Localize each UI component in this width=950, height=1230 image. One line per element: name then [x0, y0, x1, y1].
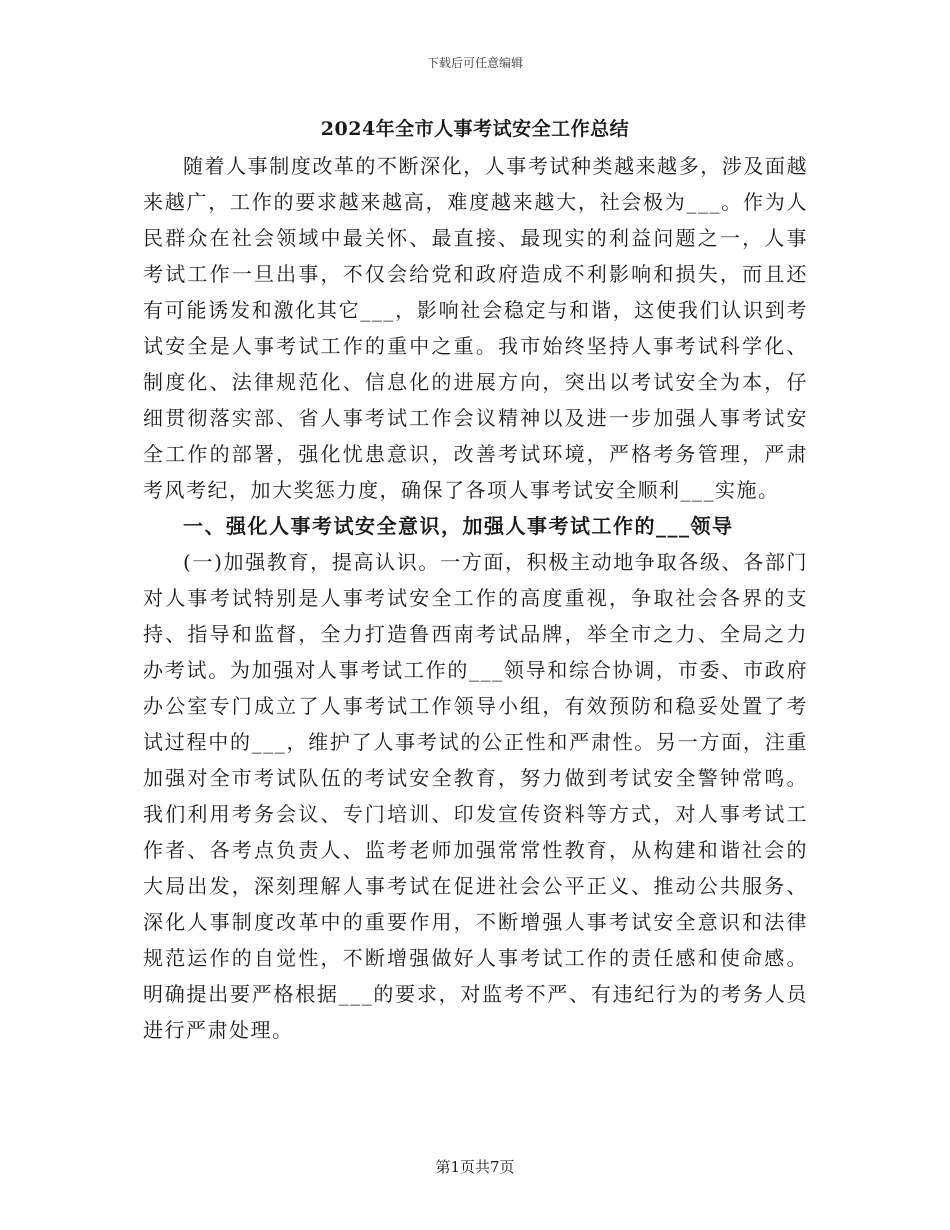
header-note: 下载后可任意编辑 — [426, 56, 523, 70]
section-heading: 一、强化人事考试安全意识，加强人事考试工作的___领导 — [183, 514, 734, 538]
intro-paragraph: 随着人事制度改革的不断深化，人事考试种类越来越多，涉及面越来越广，工作的要求越来越高，难度越来越大，社会极为___。作为人民群众在社会领域中最关怀、最直接、最现实的利益问题之一，人事考试工作一旦出事，不仅会给党和政府造成不利影响和损失，而且还有可能诱发和激化其它___，影响社会稳定与和谐，这使我们认识到考试安全是人事考试工作的重中之重。我市始终坚持人事考试科学化、制度化、法律规范化、信息化的进展方向，突出以考试安全为本，仔细贯彻落实部、省人事考试工作会议精神以及进一步加强人事考试安全工作的部署，强化忧患意识，改善考试环境，严格考务管理，严肃考风考纪，加大奖惩力度，确保了各项人事考试安全顺利___实施。 — [143, 154, 808, 502]
document-title: 2024年全市人事考试安全工作总结 — [320, 118, 630, 140]
page-number: 第1页共7页 — [435, 1158, 515, 1176]
document-body — [143, 148, 808, 1048]
section-paragraph: (一)加强教育，提高认识。一方面，积极主动地争取各级、各部门对人事考试特别是人事考试安全工作的高度重视，争取社会各界的支持、指导和监督，全力打造鲁西南考试品牌，举全市之力、全局之力办考试。为加强对人事考试工作的___领导和综合协调，市委、市政府办公室专门成立了人事考试工作领导小组，有效预防和稳妥处置了考试过程中的___，维护了人事考试的公正性和严肃性。另一方面，注重加强对全市考试队伍的考试安全教育，努力做到考试安全警钟常鸣。我们利用考务会议、专门培训、印发宣传资料等方式，对人事考试工作者、各考点负责人、监考老师加强常常性教育，从构建和谐社会的大局出发，深刻理解人事考试在促进社会公平正义、推动公共服务、深化人事制度改革中的重要作用，不断增强人事考试安全意识和法律规范运作的自觉性，不断增强做好人事考试工作的责任感和使命感。明确提出要严格根据___的要求，对监考不严、有违纪行为的考务人员进行严肃处理。 — [143, 550, 808, 1042]
